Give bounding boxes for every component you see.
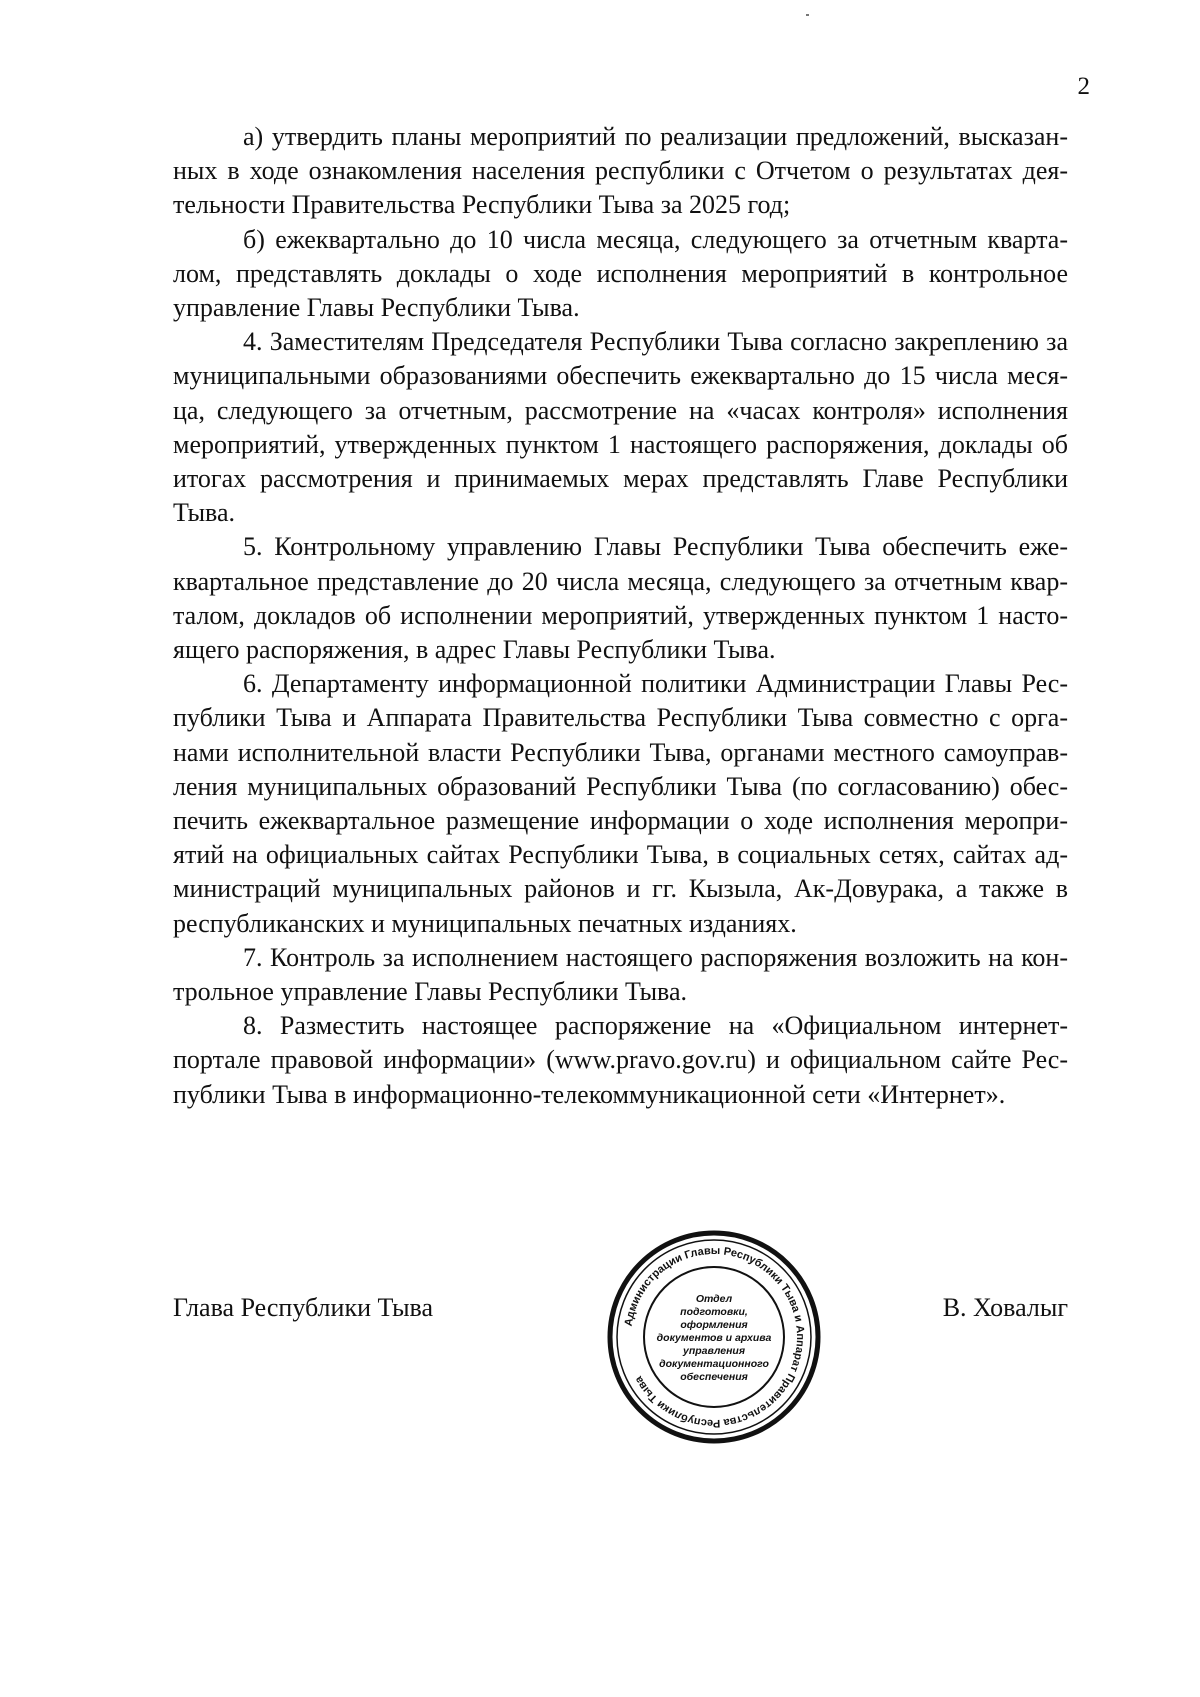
seal-center-line: оформления [680,1319,748,1331]
paragraph-6: 6. Департаменту информационной политики Администрации Главы Республики Тыва и Аппарата Правительства Республики Тыва совместно с органами исполнительной власти Республики Тыва, органами местного самоуправления муниципальных образований Республики Тыва (по согласованию) обеспечить ежеквартальное размещение информации о ходе исполнения мероприятий на официальных сайтах Республики Тыва, в социальных сетях, сайтах администраций муниципальных районов и гг. Кызыла, Ак-Довурака, а также в республиканских и муниципальных печатных изданиях. [173,669,1068,938]
seal-ring-text: Администрации Главы Республики Тыва и Аппарат Правительства Республики Тыва [622,1244,807,1430]
signatory-name: В. Ховалыг [942,1293,1068,1322]
paragraph-8: 8. Разместить настоящее распоряжение на «Официальном интернет-портале правовой информации» (www.pravo.gov.ru) и официальном сайте Республики Тыва в информационно-телекоммуникационной сети «Интернет». [173,1011,1068,1109]
seal-center-line: обеспечения [680,1371,748,1383]
official-seal [605,1228,823,1446]
signatory-title: Глава Республики Тыва [173,1293,434,1322]
page-number: 2 [1077,73,1090,100]
seal-center-line: Отдел [695,1293,733,1305]
seal-center-line: документов и архива [656,1332,772,1344]
scan-speck [806,14,809,16]
paragraph-5: 5. Контрольному управлению Главы Республики Тыва обеспечить ежеквартальное представление до 20 числа месяца, следующего за отчетным кварталом, докладов об исполнении мероприятий, утвержденных пунктом 1 настоящего распоряжения, в адрес Главы Республики Тыва. [173,532,1068,665]
seal-center-text [657,1293,772,1383]
seal-graphic [605,1228,823,1446]
paragraph-7: 7. Контроль за исполнением настоящего распоряжения возложить на контрольное управление Главы Республики Тыва. [173,942,1068,1007]
paragraph-3b: б) ежеквартально до 10 числа месяца, следующего за отчетным кварталом, представлять доклады о ходе исполнения мероприятий в контрольное управление Главы Республики Тыва. [173,224,1068,323]
seal-center-line: подготовки, [680,1306,748,1318]
document-body [173,120,1068,1112]
seal-center-line: документационного [659,1358,769,1370]
paragraph-3a: а) утвердить планы мероприятий по реализации предложений, высказанных в ходе ознакомления населения республики с Отчетом о результатах деятельности Правительства Республики Тыва за 2025 год; [173,122,1068,220]
paragraph-4: 4. Заместителям Председателя Республики Тыва согласно закреплению за муниципальными образованиями обеспечить ежеквартально до 15 числа месяца, следующего за отчетным, рассмотрение на «часах контроля» исполнения мероприятий, утвержденных пунктом 1 настоящего распоряжения, доклады об итогах рассмотрения и принимаемых мерах представлять Главе Республики Тыва. [173,327,1068,528]
seal-center-line: управления [682,1345,746,1357]
